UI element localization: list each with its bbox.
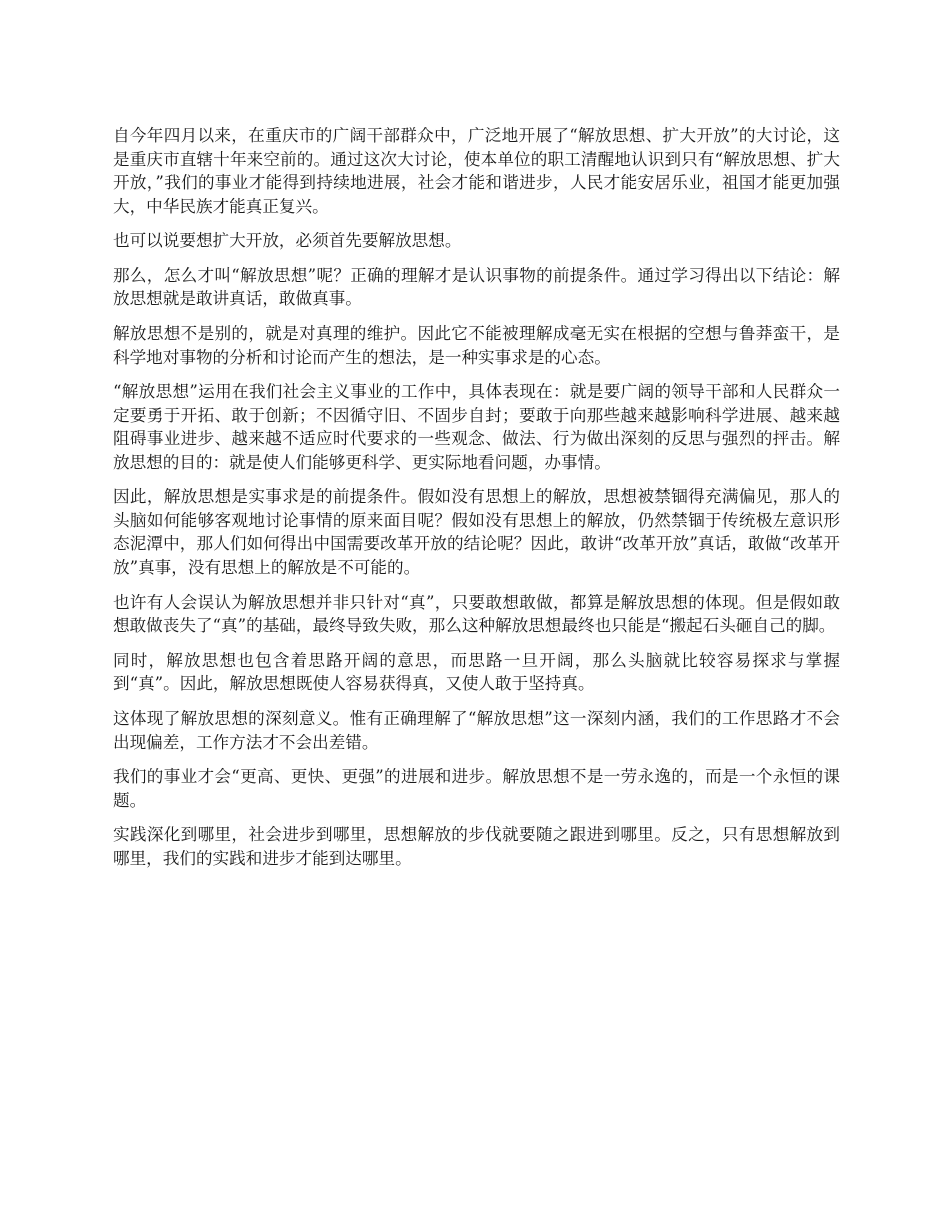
paragraph-4: 解放思想不是别的，就是对真理的维护。因此它不能被理解成毫无实在根据的空想与鲁莽蛮干，是科学地对事物的分析和讨论而产生的想法，是一种实事求是的心态。 [113,324,840,367]
paragraph-2: 也可以说要想扩大开放，必须首先要解放思想。 [113,231,462,251]
paragraph-6: 因此，解放思想是实事求是的前提条件。假如没有思想上的解放，思想被禁锢得充满偏见，那人的头脑如何能够客观地讨论事情的原来面目呢？假如没有思想上的解放，仍然禁锢于传统极左意识形态泥潭中，那人们如何得出中国需要改革开放的结论呢？因此，敢讲“改革开放”真话，敢做“改革开放”真事，没有思想上的解放是不可能的。 [113,487,840,577]
document-body [113,124,840,882]
paragraph-5: “解放思想”运用在我们社会主义事业的工作中，具体表现在：就是要广阔的领导干部和人民群众一定要勇于开拓、敢于创新；不因循守旧、不固步自封；要敢于向那些越来越影响科学进展、越来越阻碍事业进步、越来越不适应时代要求的一些观念、做法、行为做出深刻的反思与强烈的抨击。解放思想的目的：就是使人们能够更科学、更实际地看问题，办事情。 [113,382,840,472]
paragraph-7: 也许有人会误认为解放思想并非只针对“真”，只要敢想敢做，都算是解放思想的体现。但是假如敢想敢做丧失了“真”的基础，最终导致失败，那么这种解放思想最终也只能是“搬起石头砸自己的脚。 [113,592,840,636]
paragraph-1: 自今年四月以来，在重庆市的广阔干部群众中，广泛地开展了“解放思想、扩大开放”的大讨论，这是重庆市直辖十年来空前的。通过这次大讨论，使本单位的职工清醒地认识到只有“解放思想、扩大开放，”我们的事业才能得到持续地进展，社会才能和谐进步，人民才能安居乐业，祖国才能更加强大，中华民族才能真正复兴。 [113,126,840,216]
paragraph-11: 实践深化到哪里，社会进步到哪里，思想解放的步伐就要随之跟进到哪里。反之，只有思想解放到哪里，我们的实践和进步才能到达哪里。 [113,825,840,868]
paragraph-8: 同时，解放思想也包含着思路开阔的意思，而思路一旦开阔，那么头脑就比较容易探求与掌握到“真”。因此，解放思想既使人容易获得真，又使人敢于坚持真。 [113,650,840,694]
paragraph-10: 我们的事业才会“更高、更快、更强”的进展和进步。解放思想不是一劳永逸的，而是一个永恒的课题。 [113,767,840,810]
paragraph-9: 这体现了解放思想的深刻意义。惟有正确理解了“解放思想”这一深刻内涵，我们的工作思路才不会出现偏差，工作方法才不会出差错。 [113,709,840,752]
paragraph-3: 那么，怎么才叫“解放思想”呢？正确的理解才是认识事物的前提条件。通过学习得出以下结论：解放思想就是敢讲真话，敢做真事。 [113,265,840,309]
